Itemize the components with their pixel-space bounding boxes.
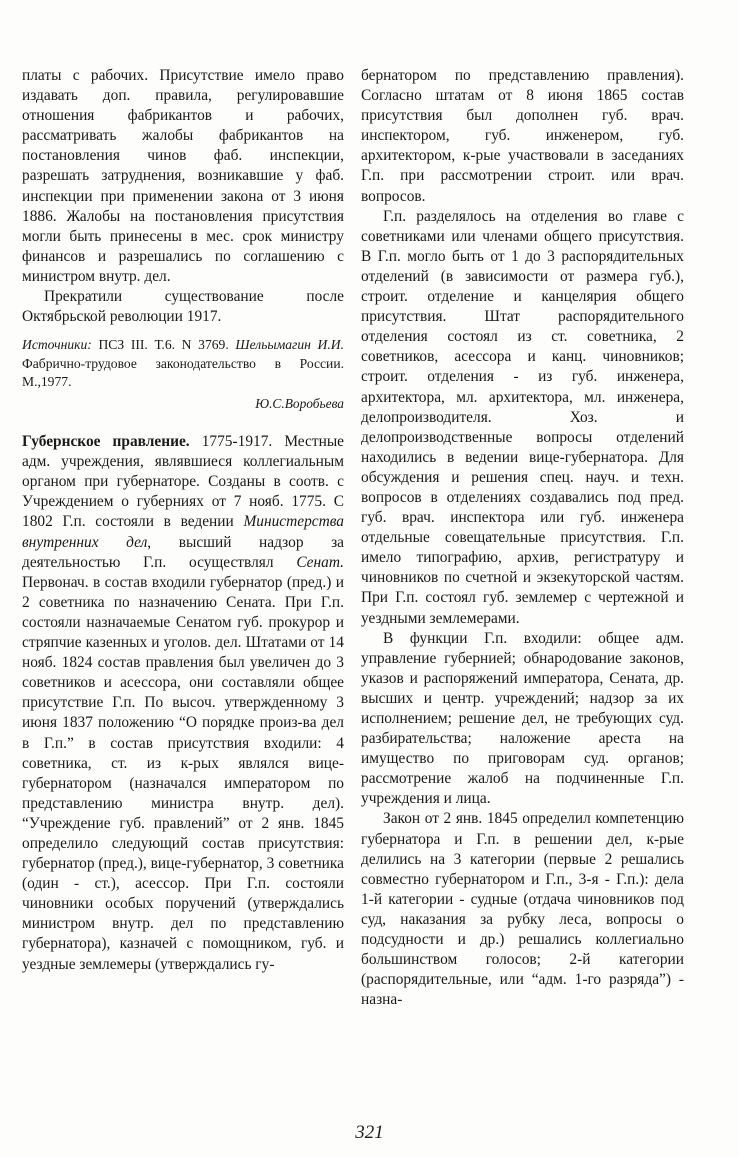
paragraph-departments: Г.п. разделялось на отделения во главе с советниками или членами общего присутствия. В Г.п. могло быть от 1 до 3 распорядительных отделений (в зависимости от размера губ.), строит. отделение и канцелярия общего присутствия. Штат распорядительного отделения состоял из ст. советника, 2 советников, асессора и канц. чиновников; строит. отделения - из губ. инженера, архитектора, мл. архитектора, мл. инженера, делопроизводителя. Хоз. и делопроизводственные вопросы отделений находились в ведении вице-губернатора. Для обсуждения и решения спец. науч. и техн. вопросов в отделениях создавались под пред. губ. врач. инспектора или губ. инженера отдельные совещательные присутствия. Г.п. имело типографию, архив, регистратуру и чиновников по счетной и экзекуторской частям. При Г.п. состоял губ. землемер с чертежной и уездными землемерами. <box>361 207 684 627</box>
sources-block <box>22 336 344 392</box>
entry-text-3: Первонач. в состав входили губернатор (пред.) и 2 советника по назначению Сената. При Г.п. состояли назначаемые Сенатом губ. прокурор и стряпчие казенных и уголов. дел. Штатами от 14 нояб. 1824 состав правления был увеличен до 3 советников и асессора, они составляли общее присутствие Г.п. По высоч. утвержденному 3 июня 1837 положению “О порядке произ-ва дел в Г.п.” в состав присутствия входили: 4 советника, ст. из к-рых являлся вице-губернатором (назначался императором по представлению министра внутр. дел). “Учреждение губ. правлений” от 2 янв. 1845 определило следующий состав присутствия: губернатор (пред.), вице-губернатор, 3 советника (один - ст.), асессор. При Г.п. состояли чиновники особых поручений (утверждались министром внутр. дел по представлению губернатора), казначей с помощником, губ. и уездные землемеры (утверждались гу- <box>22 573 344 973</box>
right-column <box>361 66 684 1010</box>
page-number: 321 <box>355 1122 384 1143</box>
paragraph-functions: В функции Г.п. входили: общее адм. управление губернией; обнародование законов, указов и распоряжений императора, Сената, др. высших и центр. учреждений; надзор за их исполнением; решение дел, не требующих суд. разбирательства; наложение ареста на имущество по приговорам суд. органов; рассмотрение жалоб на подчиненные Г.п. учреждения и лица. <box>361 629 684 808</box>
paragraph-law: Закон от 2 янв. 1845 определил компетенцию губернатора и Г.п. в решении дел, к-рые делились на 3 категории (первые 2 решались совместно губернатором и Г.п., 3-я - Г.п.): дела 1-й категории - судные (отдача чиновников под суд, наказания за рубку леса, вопросы о подсудности и др.) решались коллегиально большинством голосов; 2-й категории (распорядительные, или “адм. 1-го разряда”) - назна- <box>361 810 684 1009</box>
entry-senate-ref: Сенат. <box>296 553 344 571</box>
author-signature: Ю.С.Воробьева <box>255 396 344 411</box>
sources-text-2: Фабрично-трудовое законодательство в России. М.,1977. <box>22 355 344 390</box>
entry-text-1: 1775-1917. Местные адм. учреждения, являвшиеся коллегиальным органом при губернаторе. Созданы в соотв. с Учреждением о губерниях от 7 нояб. 1775. С 1802 Г.п. состояли в ведении <box>22 433 344 531</box>
entry-ministry-ref: Министерства внутренних дел <box>22 513 344 551</box>
sources-author: Шельымагин И.И. <box>235 337 344 353</box>
paragraph-staff: бернатором по представлению правления). Согласно штатам от 8 июня 1865 состав присутствия был дополнен губ. врач. инспектором, губ. инженером, губ. архитектором, к-рые участвовали в заседаниях Г.п. при рассмотрении строит. или врач. вопросов. <box>361 67 684 205</box>
left-column <box>22 66 344 975</box>
entry-paragraph <box>22 432 344 975</box>
paragraph-continued: платы с рабочих. Присутствие имело право издавать доп. правила, регулировавшие отношения фабрикантов и рабочих, рассматривать жалобы фабрикантов на постановления чинов фаб. инспекции, разрешать затруднения, возникавшие у фаб. инспекции при применении закона от 3 июня 1886. Жалобы на постановления присутствия могли быть принесены в мес. срок министру финансов и разрешались по соглашению с министром внутр. дел. <box>22 67 344 285</box>
paragraph-ceased: Прекратили существование после Октябрьской революции 1917. <box>22 288 344 326</box>
sources-text-1: ПСЗ III. Т.6. N 3769. <box>91 337 236 353</box>
entry-text-2: , высший надзор за деятельностью Г.п. осуществлял <box>22 533 344 571</box>
sources-label: Источники: <box>22 337 92 353</box>
entry-title: Губернское правление. <box>22 433 190 451</box>
